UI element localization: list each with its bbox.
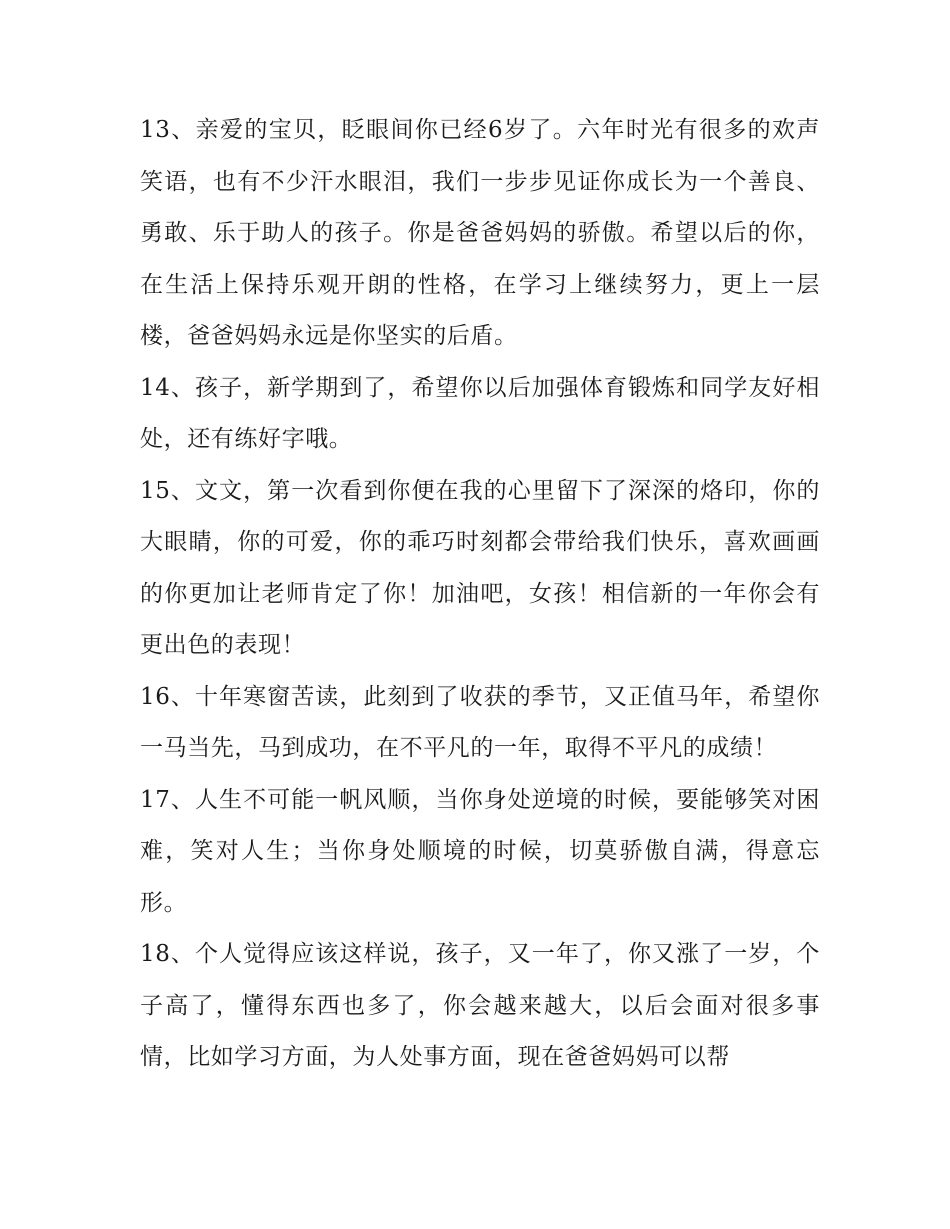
paragraph-18: 18、个人觉得应该这样说，孩子，又一年了，你又涨了一岁，个子高了，懂得东西也多了，你会越来越大，以后会面对很多事情，比如学习方面，为人处事方面，现在爸爸妈妈可以帮 [140,941,820,1070]
paragraph-17: 17、人生不可能一帆风顺，当你身处逆境的时候，要能够笑对困难，笑对人生；当你身处顺境的时候，切莫骄傲自满，得意忘形。 [140,786,820,916]
paragraph-16: 16、十年寒窗苦读，此刻到了收获的季节，又正值马年，希望你一马当先，马到成功，在不平凡的一年，取得不平凡的成绩！ [140,683,820,761]
paragraph-13: 13、亲爱的宝贝，眨眼间你已经6岁了。六年时光有很多的欢声笑语，也有不少汗水眼泪，我们一步步见证你成长为一个善良、勇敢、乐于助人的孩子。你是爸爸妈妈的骄傲。希望以后的你，在生活上保持乐观开朗的性格，在学习上继续努力，更上一层楼，爸爸妈妈永远是你坚实的后盾。 [140,117,820,349]
document-body [140,105,820,1084]
paragraph-15: 15、文文，第一次看到你便在我的心里留下了深深的烙印，你的大眼睛，你的可爱，你的乖巧时刻都会带给我们快乐，喜欢画画的你更加让老师肯定了你！加油吧，女孩！相信新的一年你会有更出色的表现！ [140,477,820,658]
paragraph-14: 14、孩子，新学期到了，希望你以后加强体育锻炼和同学友好相处，还有练好字哦。 [140,374,820,452]
